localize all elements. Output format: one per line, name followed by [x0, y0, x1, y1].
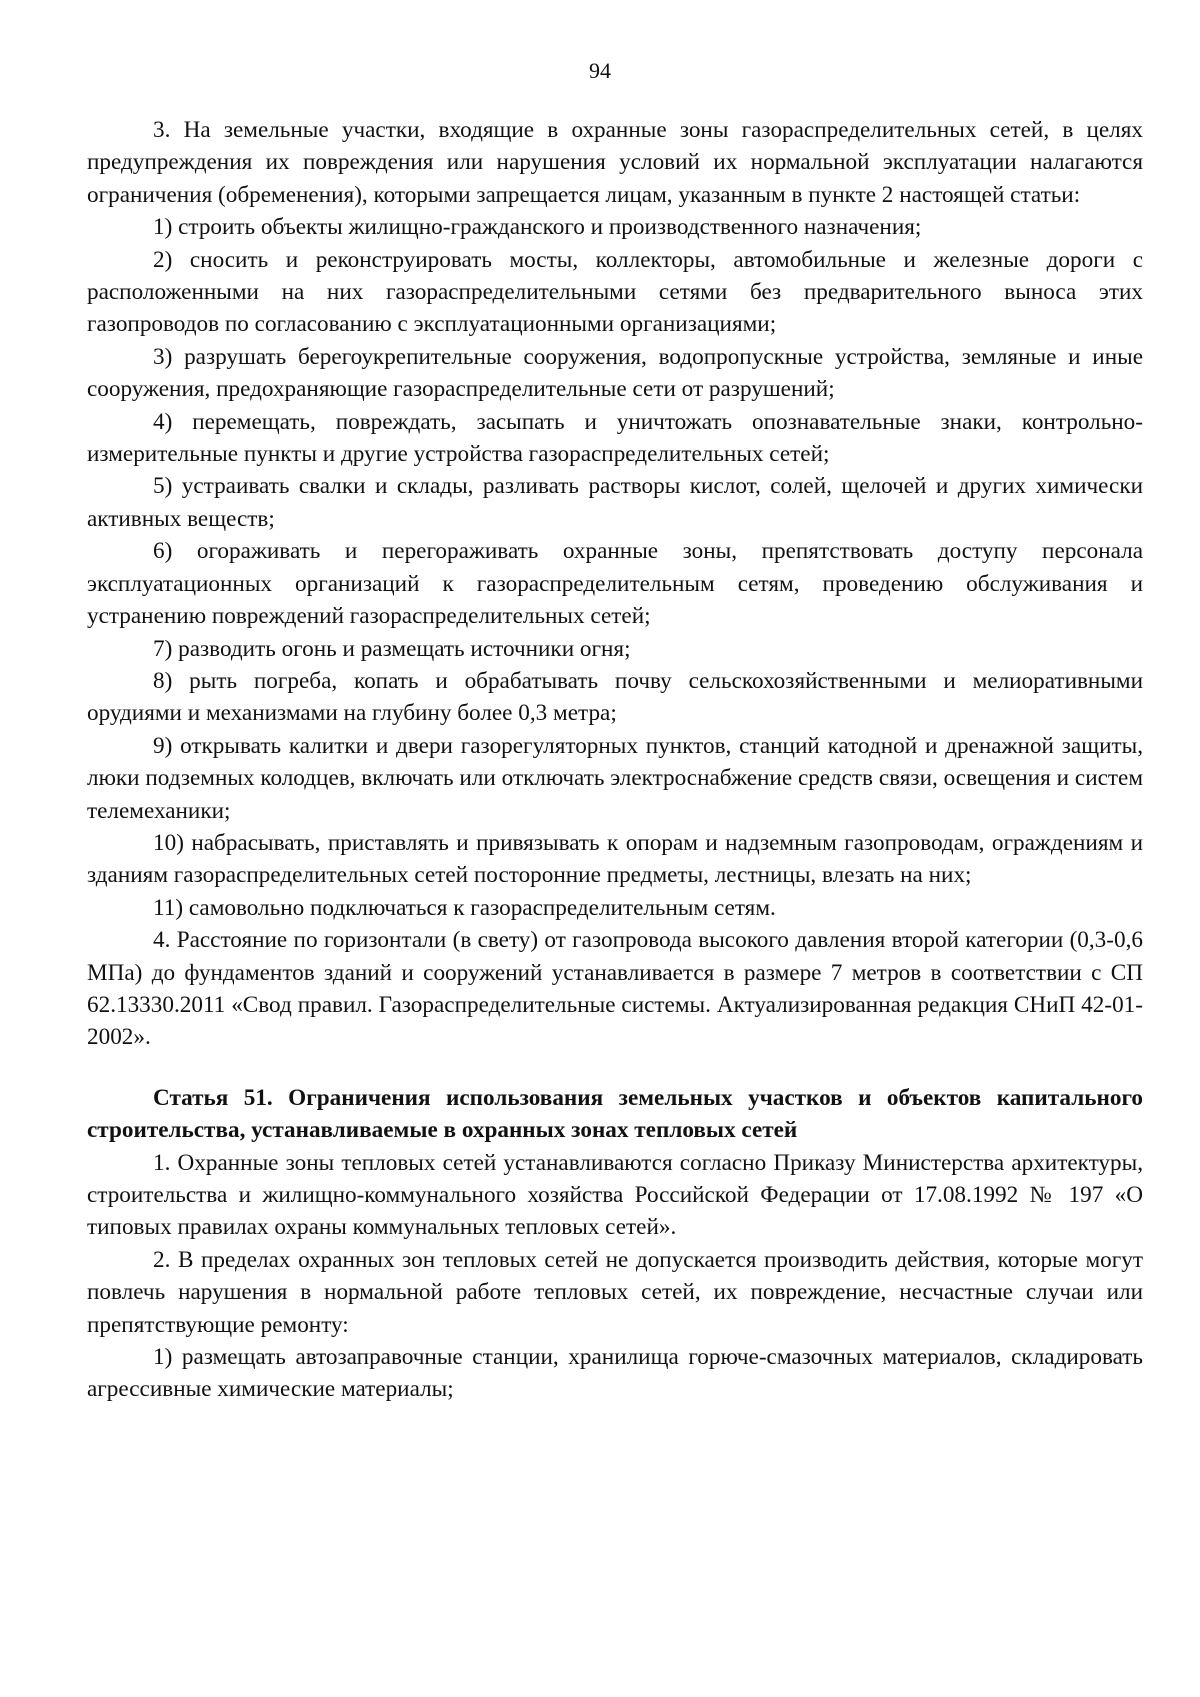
list-item-7: 7) разводить огонь и размещать источники огня;: [153, 635, 631, 662]
article-51-paragraph-1: 1. Охранные зоны тепловых сетей устанавливаются согласно Приказу Министерства архитектуры, строительства и жилищно-коммунального хозяйства Российской Федерации от 17.08.1992 № 197 «О типовых правилах охраны коммунальных тепловых сетей».: [87, 1149, 1143, 1241]
list-item-9: 9) открывать калитки и двери газорегуляторных пунктов, станций катодной и дренажной защиты, люки подземных колодцев, включать или отключать электроснабжение средств связи, освещения и систем телемеханики;: [87, 732, 1143, 824]
list-item-11: 11) самовольно подключаться к газораспределительным сетям.: [153, 894, 776, 921]
document-body: [87, 114, 1143, 1406]
article-51-heading: Статья 51. Ограничения использования земельных участков и объектов капитального строительства, устанавливаемые в охранных зонах тепловых сетей: [87, 1084, 1143, 1144]
list-item-5: 5) устраивать свалки и склады, разливать растворы кислот, солей, щелочей и других химически активных веществ;: [87, 473, 1143, 532]
page-number: 94: [589, 58, 611, 83]
list-item-3: 3) разрушать берегоукрепительные сооружения, водопропускные устройства, земляные и иные сооружения, предохраняющие газораспределительные сети от разрушений;: [87, 343, 1143, 403]
list-item-2: 2) сносить и реконструировать мосты, коллекторы, автомобильные и железные дороги с расположенными на них газораспределительными сетями без предварительного выноса этих газопроводов по согласованию с эксплуатационными организациями;: [87, 246, 1143, 338]
list-item-4: 4) перемещать, повреждать, засыпать и уничтожать опознавательные знаки, контрольно-измерительные пункты и другие устройства газораспределительных сетей;: [87, 408, 1143, 468]
paragraph-3-intro: 3. На земельные участки, входящие в охранные зоны газораспределительных сетей, в целях предупреждения их повреждения или нарушения условий их нормальной эксплуатации налагаются ограничения (обременения), которыми запрещается лицам, указанным в пункте 2 настоящей статьи:: [87, 117, 1143, 208]
list-item-1: 1) строить объекты жилищно-гражданского и производственного назначения;: [153, 214, 922, 241]
article-51-paragraph-2: 2. В пределах охранных зон тепловых сетей не допускается производить действия, которые могут повлечь нарушения в нормальной работе тепловых сетей, их повреждение, несчастные случаи или препятствующие ремонту:: [87, 1246, 1143, 1338]
list-item-10: 10) набрасывать, приставлять и привязывать к опорам и надземным газопроводам, ограждениям и зданиям газораспределительных сетей посторонние предметы, лестницы, влезать на них;: [87, 829, 1143, 889]
paragraph-4: 4. Расстояние по горизонтали (в свету) от газопровода высокого давления второй категории (0,3-0,6 МПа) до фундаментов зданий и сооружений устанавливается в размере 7 метров в соответствии с СП 62.13330.2011 «Свод правил. Газораспределительные системы. Актуализированная редакция СНиП 42-01-2002».: [87, 927, 1143, 1051]
article-51-list-item-1: 1) размещать автозаправочные станции, хранилища горюче-смазочных материалов, складировать агрессивные химические материалы;: [87, 1344, 1143, 1403]
list-item-6: 6) огораживать и перегораживать охранные зоны, препятствовать доступу персонала эксплуатационных организаций к газораспределительным сетям, проведению обслуживания и устранению повреждений газораспределительных сетей;: [87, 538, 1143, 630]
list-item-8: 8) рыть погреба, копать и обрабатывать почву сельскохозяйственными и мелиоративными орудиями и механизмами на глубину более 0,3 метра;: [87, 667, 1143, 727]
